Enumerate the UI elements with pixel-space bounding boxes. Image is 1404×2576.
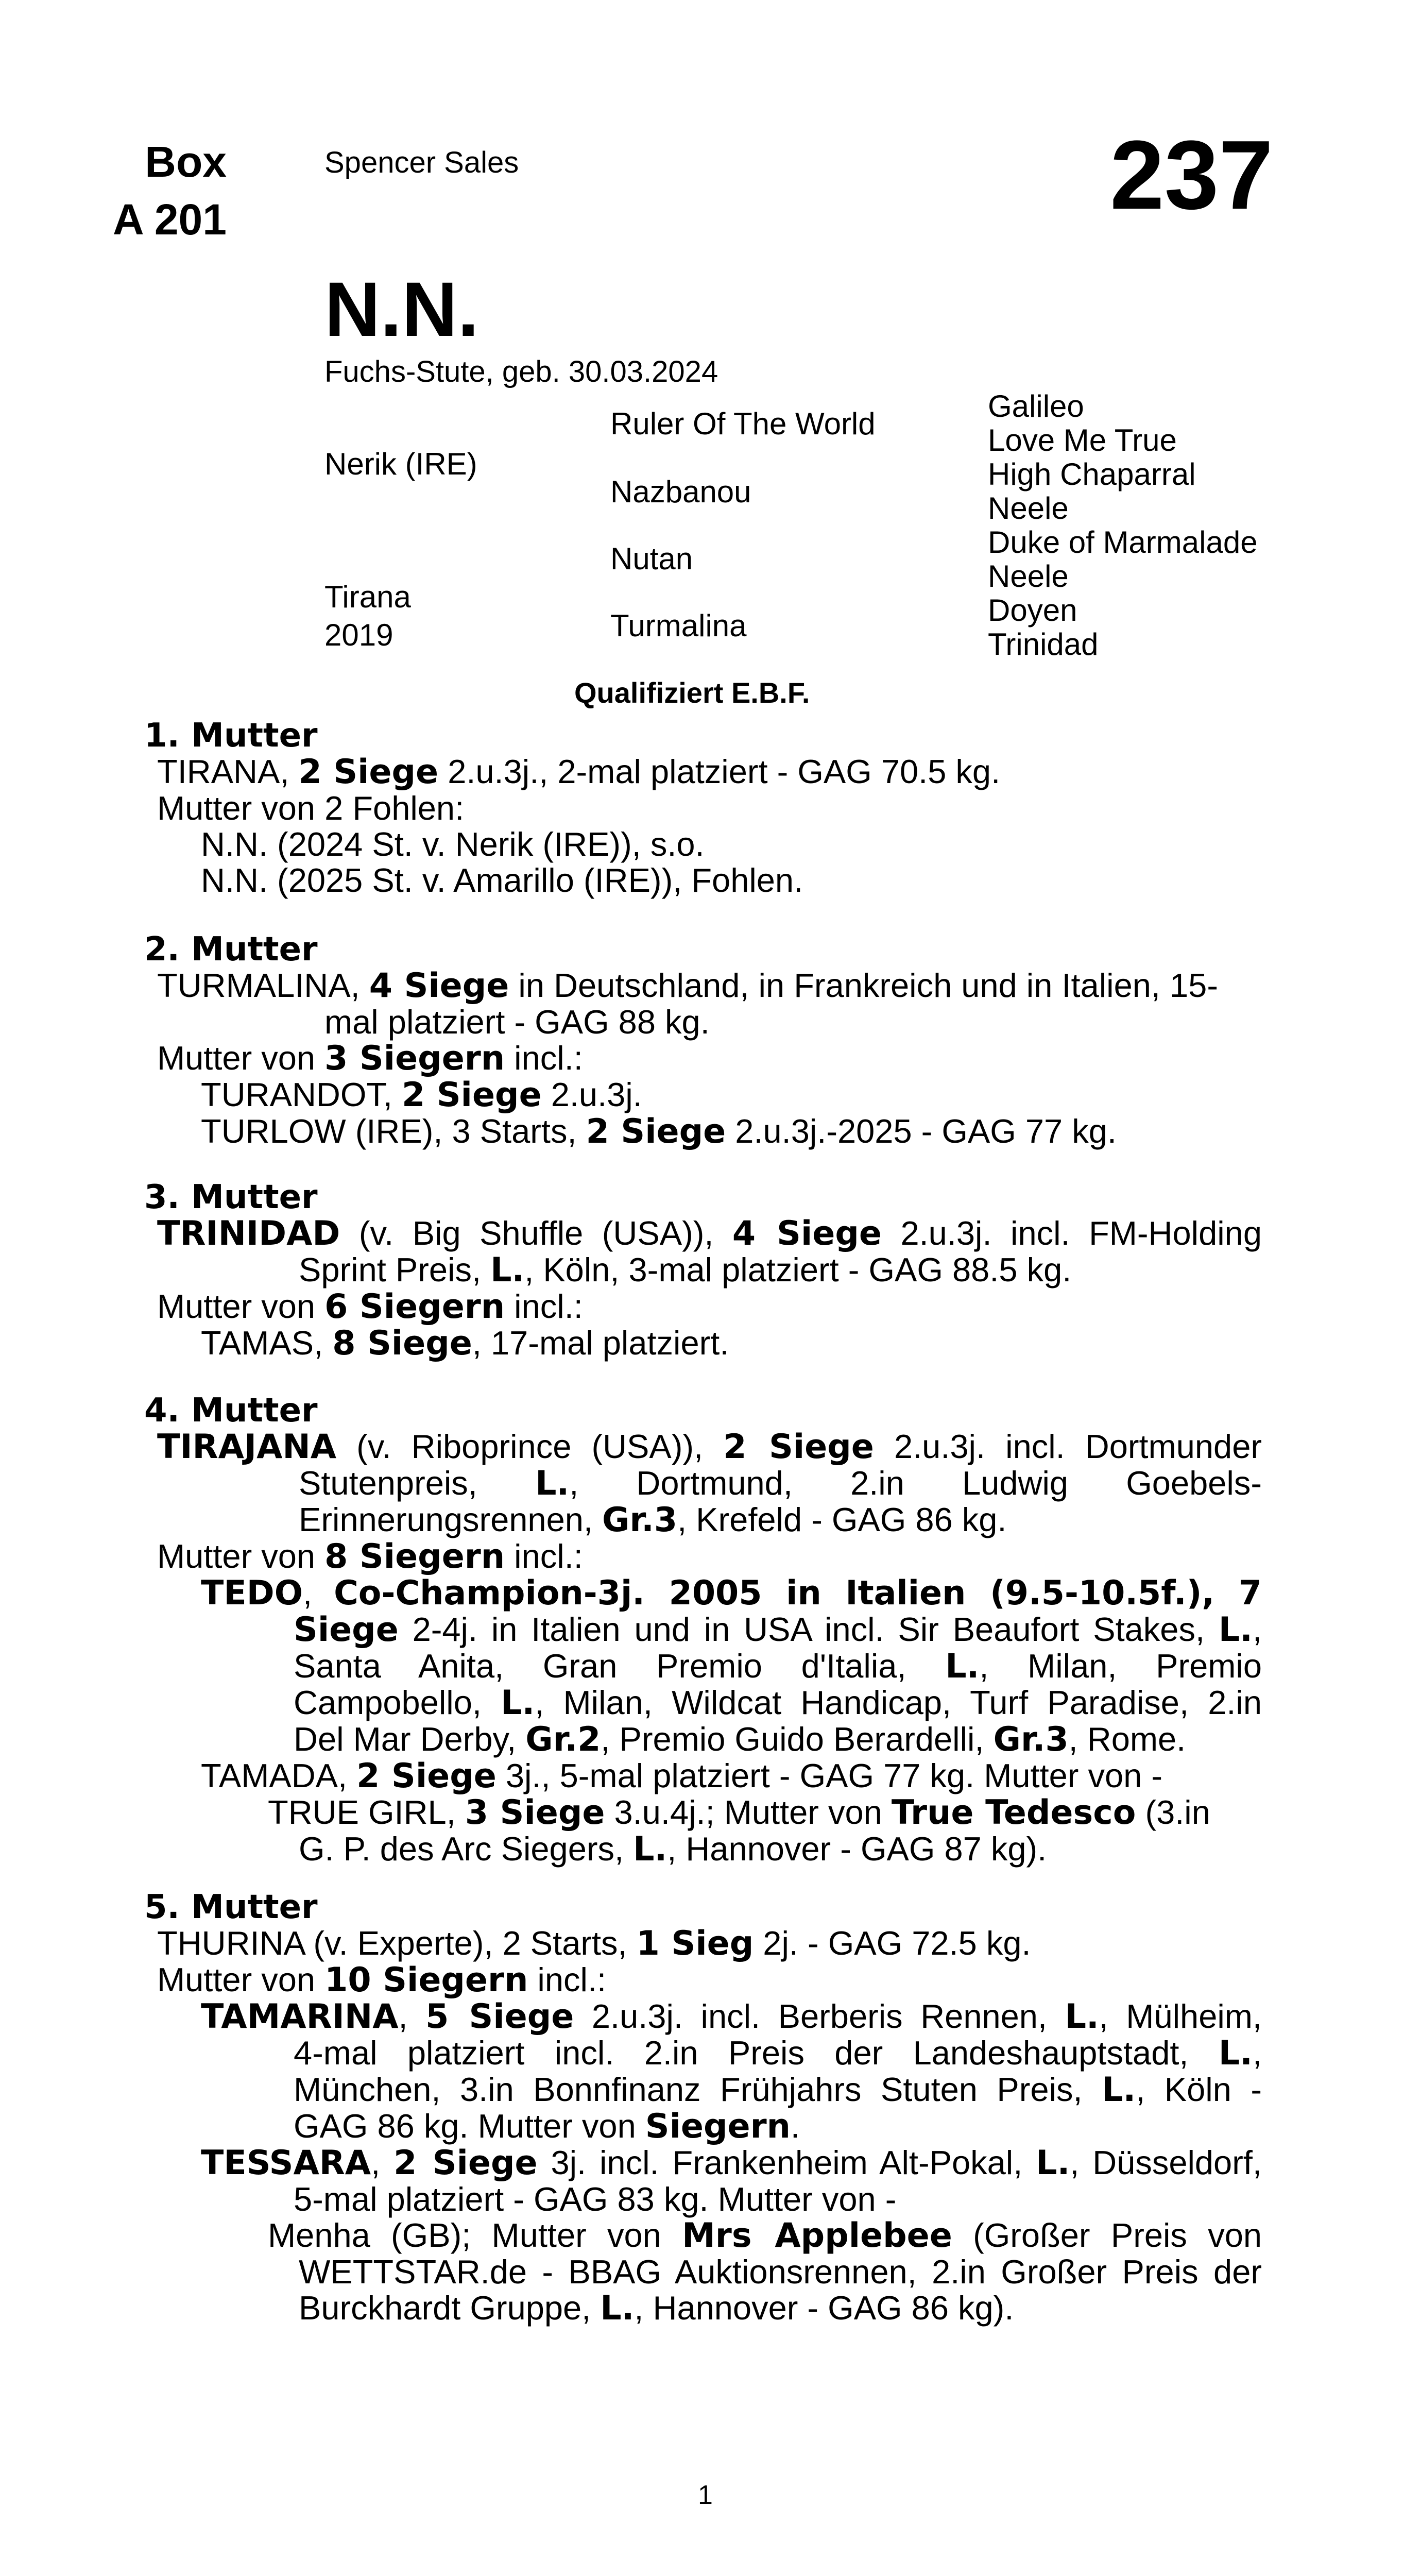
pedigree-grandparent: Nazbanou	[610, 474, 751, 509]
lot-number: 237	[1110, 121, 1274, 230]
section-heading: 4. Mutter	[144, 1392, 318, 1430]
dam-record-continued: Sprint Preis, L., Köln, 3-mal platziert - GAG 88.5 kg.	[299, 1251, 1072, 1290]
offspring-entry: TAMAS, 8 Siege, 17-mal platziert.	[201, 1324, 729, 1363]
horse-description: Fuchs-Stute, geb. 30.03.2024	[324, 355, 718, 388]
offspring-intro: Mutter von 8 Siegern incl.:	[157, 1537, 583, 1576]
offspring-entry: TEDO, Co-Champion-3j. 2005 in Italien (9.5-10.5f.), 7	[201, 1574, 1262, 1613]
offspring-entry: TRUE GIRL, 3 Siege 3.u.4j.; Mutter von True Tedesco (3.in	[268, 1793, 1210, 1832]
dam-3-section	[144, 1179, 1262, 1362]
page-number: 1	[698, 2480, 713, 2510]
pedigree-great-grandparent: Galileo	[988, 389, 1084, 423]
section-heading: 5. Mutter	[144, 1888, 318, 1926]
pedigree-great-grandparent: Neele	[988, 491, 1069, 526]
dam-record-continued: Stutenpreis, L., Dortmund, 2.in Ludwig Goebels-	[299, 1464, 1262, 1503]
offspring-entry-continued: 4-mal platziert incl. 2.in Preis der Landeshauptstadt, L.,	[294, 2034, 1262, 2073]
dam-4-section	[144, 1393, 1262, 1868]
offspring-intro: Mutter von 6 Siegern incl.:	[157, 1287, 583, 1326]
offspring-entry-continued: Campobello, L., Milan, Wildcat Handicap, Turf Paradise, 2.in	[294, 1684, 1262, 1722]
offspring-entry-continued: Siege 2-4j. in Italien und in USA incl. Sir Beaufort Stakes, L.,	[294, 1611, 1262, 1649]
offspring-entry: TAMARINA, 5 Siege 2.u.3j. incl. Berberis Rennen, L., Mülheim,	[201, 1997, 1262, 2036]
offspring-entry: TAMADA, 2 Siege 3j., 5-mal platziert - GAG 77 kg. Mutter von -	[201, 1757, 1163, 1795]
offspring-entry-continued: München, 3.in Bonnfinanz Frühjahrs Stuten Preis, L., Köln -	[294, 2071, 1262, 2109]
pedigree-grandparent: Ruler Of The World	[610, 406, 876, 441]
dam-record: TIRANA, 2 Siege 2.u.3j., 2-mal platziert - GAG 70.5 kg.	[157, 753, 1001, 791]
offspring-intro: Mutter von 10 Siegern incl.:	[157, 1961, 607, 1999]
pedigree-sire: Nerik (IRE)	[324, 447, 477, 481]
grandoffspring-entry-continued: WETTSTAR.de - BBAG Auktionsrennen, 2.in Großer Preis der	[299, 2253, 1262, 2291]
dam-record: TRINIDAD (v. Big Shuffle (USA)), 4 Siege 2.u.3j. incl. FM-Holding	[157, 1214, 1262, 1253]
offspring-entry-continued: Del Mar Derby, Gr.2, Premio Guido Berardelli, Gr.3, Rome.	[294, 1720, 1186, 1759]
offspring-entry: TURLOW (IRE), 3 Starts, 2 Siege 2.u.3j.-2025 - GAG 77 kg.	[201, 1112, 1117, 1151]
pedigree-great-grandparent: Neele	[988, 559, 1069, 594]
offspring-intro: Mutter von 3 Siegern incl.:	[157, 1039, 583, 1078]
pedigree-great-grandparent: Trinidad	[988, 627, 1099, 662]
section-heading: 3. Mutter	[144, 1178, 318, 1216]
dam-record: THURINA (v. Experte), 2 Starts, 1 Sieg 2j. - GAG 72.5 kg.	[157, 1924, 1031, 1963]
grandoffspring-entry: Menha (GB); Mutter von Mrs Applebee (Großer Preis von	[268, 2216, 1262, 2255]
pedigree-grandparent: Nutan	[610, 541, 693, 576]
pedigree-great-grandparent: Duke of Marmalade	[988, 525, 1258, 560]
grandoffspring-entry-continued: Burckhardt Gruppe, L., Hannover - GAG 86 kg).	[299, 2289, 1014, 2328]
section-heading: 2. Mutter	[144, 930, 318, 969]
offspring-entry-continued: GAG 86 kg. Mutter von Siegern.	[294, 2107, 800, 2146]
pedigree-great-grandparent: Love Me True	[988, 423, 1177, 457]
qualification-note: Qualifiziert E.B.F.	[574, 676, 810, 709]
offspring-intro: Mutter von 2 Fohlen:	[157, 789, 465, 827]
offspring-entry: TURANDOT, 2 Siege 2.u.3j.	[201, 1076, 642, 1114]
pedigree-great-grandparent: High Chaparral	[988, 457, 1196, 492]
box-label: Box	[145, 138, 227, 186]
dam-record: TIRAJANA (v. Riboprince (USA)), 2 Siege 2.u.3j. incl. Dortmunder	[157, 1428, 1262, 1466]
dam-record: TURMALINA, 4 Siege in Deutschland, in Frankreich und in Italien, 15-	[157, 967, 1218, 1005]
pedigree-dam-year: 2019	[324, 618, 393, 652]
dam-2-section	[144, 931, 1262, 1150]
pedigree-dam: Tirana	[324, 580, 411, 614]
dam-5-section	[144, 1889, 1262, 2327]
offspring-entry: TESSARA, 2 Siege 3j. incl. Frankenheim Alt-Pokal, L., Düsseldorf,	[201, 2144, 1262, 2182]
offspring-entry-continued: G. P. des Arc Siegers, L., Hannover - GAG 87 kg).	[299, 1830, 1047, 1869]
pedigree-grandparent: Turmalina	[610, 608, 747, 643]
seller-name: Spencer Sales	[324, 146, 519, 179]
pedigree-great-grandparent: Doyen	[988, 593, 1077, 628]
dam-record-continued: mal platziert - GAG 88 kg.	[324, 1003, 710, 1041]
dam-record-continued: Erinnerungsrennen, Gr.3, Krefeld - GAG 86 kg.	[299, 1501, 1007, 1539]
horse-name: N.N.	[324, 266, 479, 352]
dam-1-section	[144, 718, 1262, 899]
box-number: A 201	[112, 195, 227, 244]
offspring-entry-continued: 5-mal platziert - GAG 83 kg. Mutter von -	[294, 2180, 897, 2218]
offspring-entry: N.N. (2024 St. v. Nerik (IRE)), s.o.	[201, 825, 705, 863]
offspring-entry-continued: Santa Anita, Gran Premio d'Italia, L., Milan, Premio	[294, 1647, 1262, 1686]
offspring-entry: N.N. (2025 St. v. Amarillo (IRE)), Fohlen.	[201, 861, 803, 899]
section-heading: 1. Mutter	[144, 717, 318, 755]
